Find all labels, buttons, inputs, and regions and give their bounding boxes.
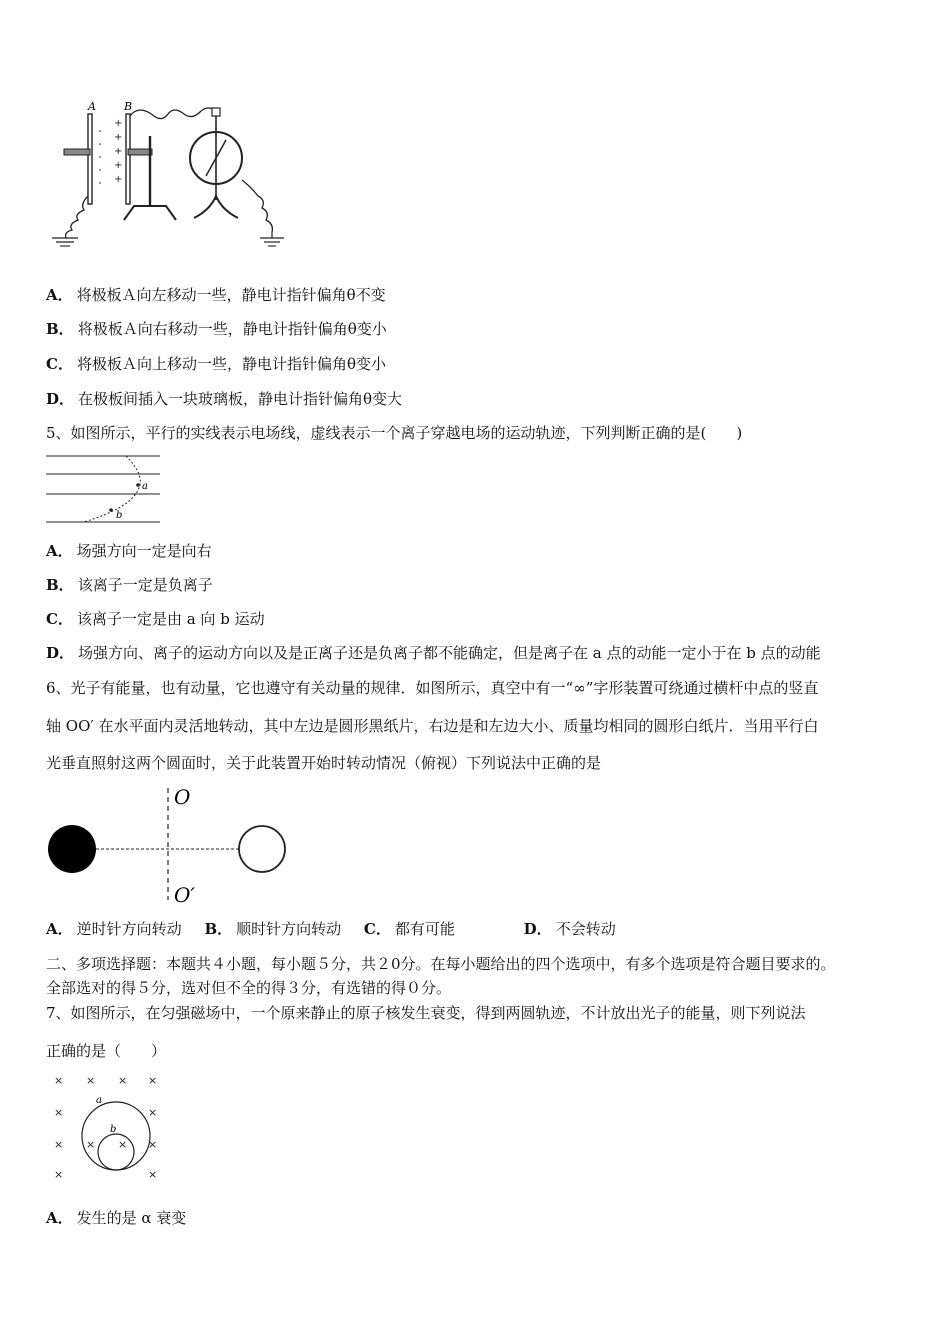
- option-key: A．: [46, 542, 73, 560]
- option-key: D．: [523, 920, 552, 938]
- q4-option-d[interactable]: [46, 389, 402, 409]
- field-cross: ×: [148, 1168, 158, 1181]
- q6-stem-line-1: 6、光子有能量，也有动量，它也遵守有关动量的规律．如图所示，真空中有一“∞”字形装置可绕通过横杆中点的竖直: [46, 679, 819, 697]
- q6-stem-line-2: 轴 OO′ 在水平面内灵活地转动，其中左边是圆形黑纸片，右边是和左边大小、质量均相同的圆形白纸片．当用平行白: [46, 717, 819, 735]
- field-cross: ×: [148, 1138, 158, 1151]
- option-text: 该离子一定是由 a 向 b 运动: [76, 610, 265, 628]
- q7-option-a[interactable]: [46, 1208, 186, 1228]
- q6-stem-line-3: 光垂直照射这两个圆面时，关于此装置开始时转动情况（俯视）下列说法中正确的是: [46, 754, 602, 772]
- point-a-label: a: [142, 481, 148, 492]
- rotating-discs-figure: [44, 784, 294, 908]
- field-cross: ×: [54, 1106, 64, 1119]
- option-key: A．: [46, 1209, 73, 1227]
- option-text: 顺时针方向转动: [236, 920, 342, 938]
- field-lines-figure: [44, 452, 164, 526]
- field-cross: ×: [118, 1138, 128, 1151]
- option-text: 将极板Ａ向上移动一些，静电计指针偏角θ变小: [76, 355, 386, 373]
- option-key: C．: [46, 355, 73, 373]
- option-text: 将极板Ａ向左移动一些，静电计指针偏角θ不变: [76, 286, 386, 304]
- q7-stem-line-2: 正确的是（ ）: [46, 1042, 167, 1060]
- option-text: 都有可能: [394, 920, 455, 938]
- option-text: 逆时针方向转动: [76, 920, 182, 938]
- track-a-label: a: [96, 1095, 102, 1106]
- q7-stem-line-1: 7、如图所示，在匀强磁场中，一个原来静止的原子核发生衰变，得到两圆轨迹，不计放出光子的能量，则下列说法: [46, 1004, 806, 1022]
- field-cross: ×: [54, 1168, 64, 1181]
- plate-a-label: A: [88, 100, 96, 113]
- field-cross: ×: [86, 1138, 96, 1151]
- option-text: 场强方向一定是向右: [76, 542, 212, 560]
- option-key: C．: [363, 920, 391, 938]
- small-track: [98, 1134, 134, 1170]
- option-key: A．: [46, 286, 73, 304]
- option-text: 将极板Ａ向右移动一些，静电计指针偏角θ变小: [77, 320, 387, 338]
- option-text: 在极板间插入一块玻璃板，静电计指针偏角θ变大: [78, 390, 403, 408]
- black-disc: [48, 825, 96, 873]
- section-2-heading-line-2: 全部选对的得５分，选对但不全的得３分，有选错的得０分。: [46, 979, 452, 997]
- q5-option-b[interactable]: [46, 575, 213, 595]
- q5-option-d[interactable]: [46, 643, 821, 663]
- option-key: B．: [46, 320, 74, 338]
- q6-options-row: [46, 919, 634, 939]
- field-cross: ×: [118, 1074, 128, 1087]
- plus-sign: +: [114, 174, 123, 185]
- option-key: D．: [46, 644, 75, 662]
- plus-sign: +: [114, 132, 123, 143]
- option-text: 发生的是 α 衰变: [76, 1209, 187, 1227]
- field-cross: ×: [86, 1074, 96, 1087]
- q6-option-c[interactable]: [364, 920, 455, 938]
- q5-option-a[interactable]: [46, 541, 212, 561]
- plate-b-label: B: [124, 100, 133, 113]
- large-track: [82, 1102, 150, 1170]
- q6-option-d[interactable]: [524, 920, 616, 938]
- plus-sign: +: [114, 160, 123, 171]
- q5-stem: 5、如图所示，平行的实线表示电场线，虚线表示一个离子穿越电场的运动轨迹，下列判断正确的是( ): [46, 424, 743, 442]
- q6-option-b[interactable]: [204, 920, 341, 938]
- axis-bottom-label: O′: [174, 883, 195, 907]
- q4-option-b[interactable]: [46, 319, 387, 339]
- axis-top-label: O: [174, 785, 191, 809]
- q6-option-a[interactable]: [46, 920, 182, 938]
- plus-sign: +: [114, 118, 123, 129]
- option-text: 场强方向、离子的运动方向以及是正离子还是负离子都不能确定，但是离子在 a 点的动能一定小于在 b 点的动能: [78, 644, 821, 662]
- option-text: 该离子一定是负离子: [77, 576, 213, 594]
- field-cross: ×: [148, 1074, 158, 1087]
- magnetic-field-tracks-figure: [46, 1070, 166, 1182]
- option-key: D．: [46, 390, 75, 408]
- white-disc: [239, 826, 285, 872]
- option-key: B．: [204, 920, 233, 938]
- option-key: B．: [46, 576, 74, 594]
- track-b-label: b: [110, 1124, 117, 1135]
- point-b-label: b: [116, 510, 123, 521]
- option-key: A．: [46, 920, 73, 938]
- plus-sign: +: [114, 146, 123, 157]
- capacitor-electrometer-figure: [44, 96, 294, 256]
- q4-option-a[interactable]: [46, 285, 386, 305]
- section-2-heading-line-1: 二、多项选择题：本题共４小题，每小题５分，共２0分。在每小题给出的四个选项中，有多个选项是符合题目要求的。: [46, 955, 836, 973]
- option-text: 不会转动: [555, 920, 616, 938]
- field-cross: ×: [54, 1138, 64, 1151]
- field-cross: ×: [54, 1074, 64, 1087]
- field-cross: ×: [148, 1106, 158, 1119]
- option-key: C．: [46, 610, 73, 628]
- q4-option-c[interactable]: [46, 354, 386, 374]
- q5-option-c[interactable]: [46, 609, 265, 629]
